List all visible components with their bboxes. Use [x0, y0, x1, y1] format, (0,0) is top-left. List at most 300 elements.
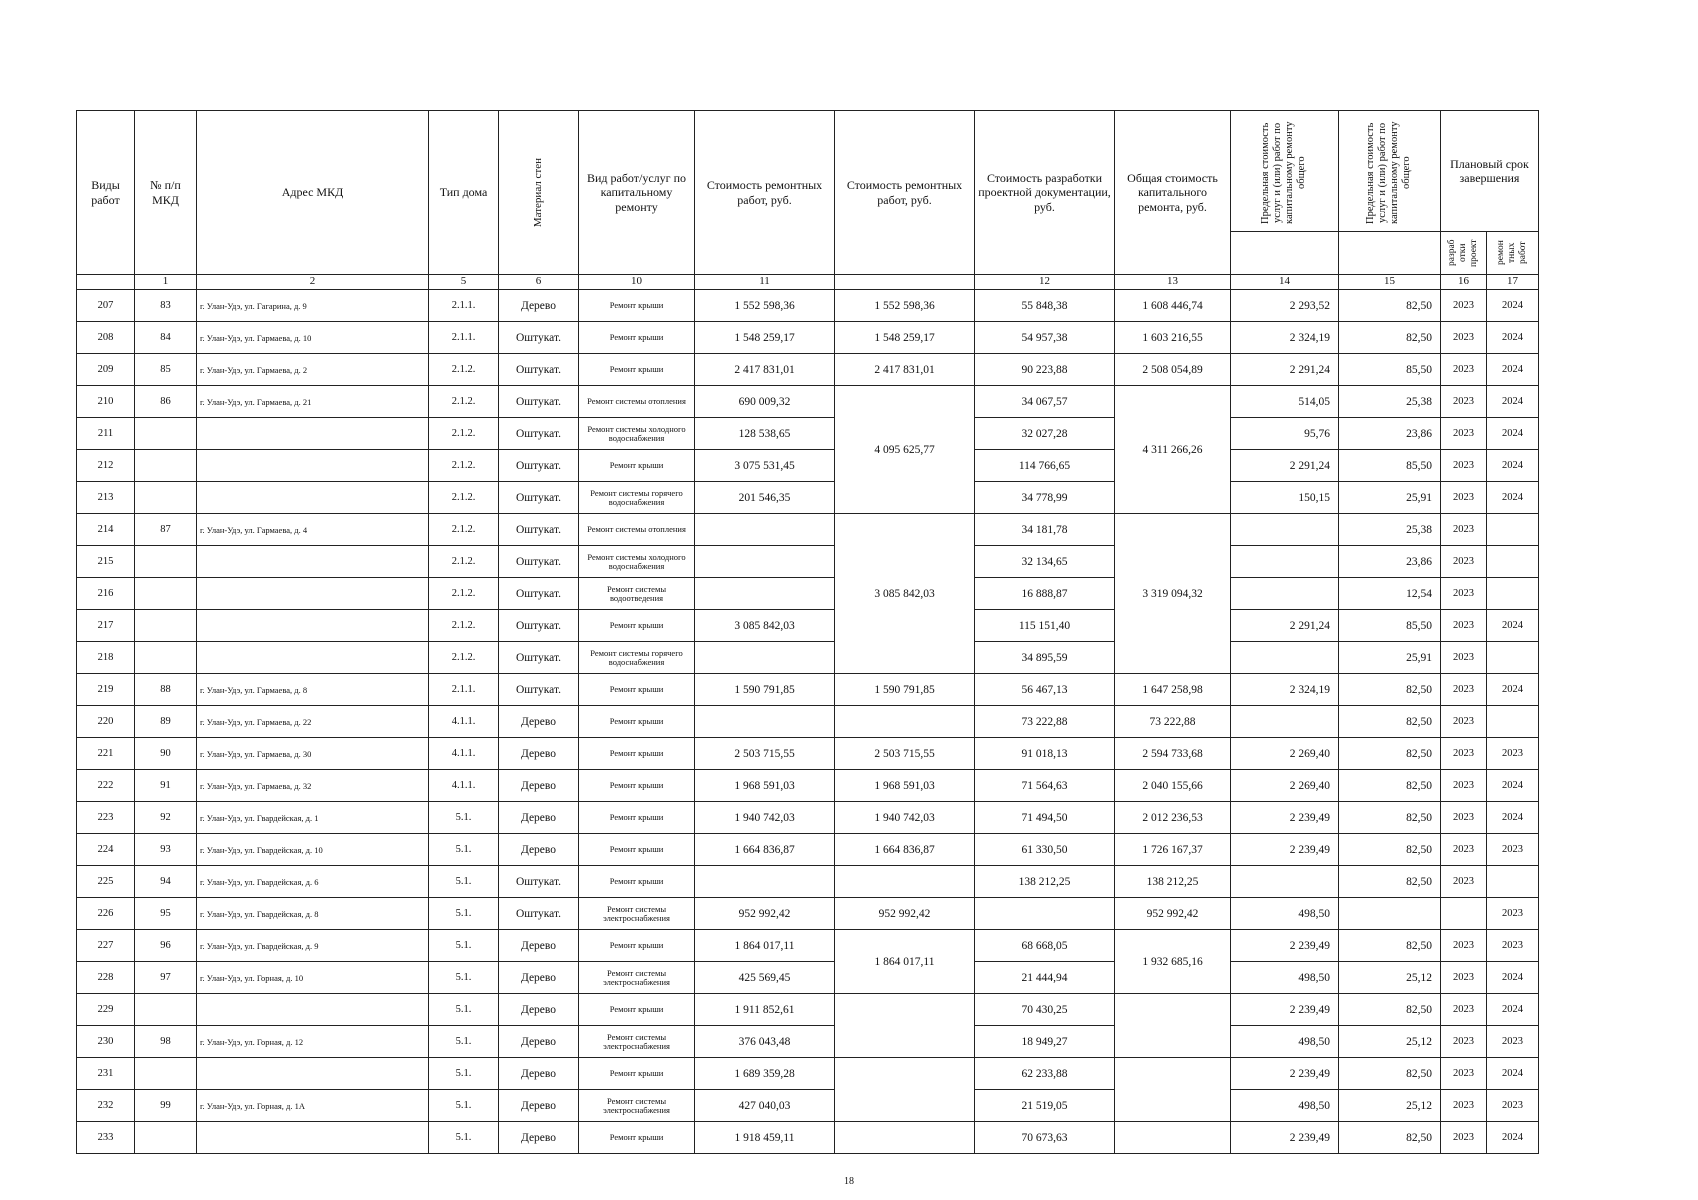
- capital-repair-table: [76, 110, 1539, 1154]
- cell-pred-15: 82,50: [1339, 290, 1441, 322]
- cell-nomer-mkd: [135, 578, 197, 610]
- cell-material: Дерево: [499, 1026, 579, 1058]
- cell-stoimost-rem-1: 1 911 852,61: [695, 994, 835, 1026]
- cell-adres: г. Улан-Удэ, ул. Гармаева, д. 8: [197, 674, 429, 706]
- cell-stoimost-rem-2: [835, 1058, 975, 1122]
- cell-obshaya: 2 508 054,89: [1115, 354, 1231, 386]
- cell-obshaya: 138 212,25: [1115, 866, 1231, 898]
- table-row: [77, 994, 1539, 1026]
- cell-material: Дерево: [499, 706, 579, 738]
- cell-pred-14: [1231, 866, 1339, 898]
- cell-tip-doma: 5.1.: [429, 898, 499, 930]
- cell-stoimost-rem-2: 1 968 591,03: [835, 770, 975, 802]
- cell-stoimost-rem-1: [695, 866, 835, 898]
- cell-vidy-rabot: 211: [77, 418, 135, 450]
- cell-vidy-rabot: 219: [77, 674, 135, 706]
- cell-srok-remont: [1487, 866, 1539, 898]
- cell-material: Дерево: [499, 930, 579, 962]
- cell-srok-remont: 2023: [1487, 930, 1539, 962]
- cell-nomer-mkd: [135, 994, 197, 1026]
- cell-material: Дерево: [499, 290, 579, 322]
- cell-pred-15: 25,12: [1339, 1026, 1441, 1058]
- cell-vidy-rabot: 216: [77, 578, 135, 610]
- cell-obshaya: 2 012 236,53: [1115, 802, 1231, 834]
- cell-adres: [197, 994, 429, 1026]
- cell-pred-14: 2 324,19: [1231, 674, 1339, 706]
- cell-stoimost-rem-1: 201 546,35: [695, 482, 835, 514]
- colnum-empty: [77, 275, 135, 290]
- cell-srok-remont: 2023: [1487, 738, 1539, 770]
- cell-nomer-mkd: 93: [135, 834, 197, 866]
- cell-srok-remont: 2024: [1487, 770, 1539, 802]
- cell-stoimost-rem-1: 2 503 715,55: [695, 738, 835, 770]
- cell-pred-14: 498,50: [1231, 898, 1339, 930]
- cell-srok-remont: 2024: [1487, 1058, 1539, 1090]
- cell-vidy-rabot: 217: [77, 610, 135, 642]
- cell-pred-15: 82,50: [1339, 674, 1441, 706]
- cell-tip-doma: 5.1.: [429, 1122, 499, 1154]
- cell-pred-14: [1231, 578, 1339, 610]
- cell-srok-razrab: 2023: [1441, 1058, 1487, 1090]
- table-row: [77, 1090, 1539, 1122]
- table-row: [77, 834, 1539, 866]
- cell-material: Оштукат.: [499, 418, 579, 450]
- cell-vid-rabot: Ремонт крыши: [579, 706, 695, 738]
- cell-stoimost-pd: 34 778,99: [975, 482, 1115, 514]
- cell-srok-razrab: 2023: [1441, 610, 1487, 642]
- cell-stoimost-pd: 54 957,38: [975, 322, 1115, 354]
- cell-stoimost-rem-1: [695, 642, 835, 674]
- cell-pred-14: 2 239,49: [1231, 930, 1339, 962]
- cell-material: Дерево: [499, 1090, 579, 1122]
- cell-vid-rabot: Ремонт системы электроснабжения: [579, 1090, 695, 1122]
- cell-vid-rabot: Ремонт крыши: [579, 930, 695, 962]
- cell-stoimost-pd: 21 444,94: [975, 962, 1115, 994]
- cell-vid-rabot: Ремонт системы электроснабжения: [579, 898, 695, 930]
- cell-vid-rabot: Ремонт крыши: [579, 1122, 695, 1154]
- cell-material: Дерево: [499, 962, 579, 994]
- cell-vidy-rabot: 222: [77, 770, 135, 802]
- cell-stoimost-pd: 62 233,88: [975, 1058, 1115, 1090]
- cell-srok-razrab: 2023: [1441, 386, 1487, 418]
- header-vid-rabot: Вид работ/услуг по капитальному ремонту: [579, 111, 695, 275]
- cell-vid-rabot: Ремонт системы отопления: [579, 386, 695, 418]
- cell-stoimost-rem-2: 1 664 836,87: [835, 834, 975, 866]
- cell-stoimost-pd: 73 222,88: [975, 706, 1115, 738]
- cell-stoimost-pd: 16 888,87: [975, 578, 1115, 610]
- cell-srok-razrab: 2023: [1441, 450, 1487, 482]
- colnum: 10: [579, 275, 695, 290]
- cell-stoimost-rem-2: 1 940 742,03: [835, 802, 975, 834]
- cell-stoimost-rem-2: [835, 994, 975, 1058]
- cell-pred-14: 2 239,49: [1231, 802, 1339, 834]
- cell-nomer-mkd: 92: [135, 802, 197, 834]
- table-row: [77, 610, 1539, 642]
- cell-tip-doma: 4.1.1.: [429, 738, 499, 770]
- cell-pred-14: [1231, 546, 1339, 578]
- colnum: 17: [1487, 275, 1539, 290]
- cell-vid-rabot: Ремонт крыши: [579, 1058, 695, 1090]
- colnum: 16: [1441, 275, 1487, 290]
- cell-nomer-mkd: 99: [135, 1090, 197, 1122]
- cell-nomer-mkd: [135, 482, 197, 514]
- header-material-text: Материал стен: [532, 157, 545, 228]
- cell-pred-15: 23,86: [1339, 546, 1441, 578]
- cell-pred-14: 2 291,24: [1231, 354, 1339, 386]
- header-stoimost-rem-1: Стоимость ремонтных работ, руб.: [695, 111, 835, 275]
- cell-pred-15: 82,50: [1339, 834, 1441, 866]
- cell-pred-15: 12,54: [1339, 578, 1441, 610]
- cell-material: Дерево: [499, 994, 579, 1026]
- cell-nomer-mkd: 96: [135, 930, 197, 962]
- cell-nomer-mkd: [135, 642, 197, 674]
- cell-srok-remont: 2023: [1487, 1090, 1539, 1122]
- cell-vidy-rabot: 223: [77, 802, 135, 834]
- cell-adres: [197, 610, 429, 642]
- header-pred-14-text: Предельная стоимость услуг и (или) работ по капитальному ремонту общего: [1260, 121, 1308, 225]
- cell-srok-razrab: 2023: [1441, 930, 1487, 962]
- cell-material: Оштукат.: [499, 578, 579, 610]
- cell-stoimost-pd: 55 848,38: [975, 290, 1115, 322]
- cell-stoimost-pd: 70 673,63: [975, 1122, 1115, 1154]
- cell-tip-doma: 5.1.: [429, 1090, 499, 1122]
- cell-adres: г. Улан-Удэ, ул. Гармаева, д. 30: [197, 738, 429, 770]
- cell-srok-razrab: 2023: [1441, 738, 1487, 770]
- cell-stoimost-pd: 34 067,57: [975, 386, 1115, 418]
- cell-pred-15: 82,50: [1339, 1122, 1441, 1154]
- cell-tip-doma: 2.1.1.: [429, 674, 499, 706]
- cell-srok-remont: 2024: [1487, 1122, 1539, 1154]
- cell-vid-rabot: Ремонт системы холодного водоснабжения: [579, 418, 695, 450]
- cell-material: Оштукат.: [499, 450, 579, 482]
- cell-vidy-rabot: 232: [77, 1090, 135, 1122]
- cell-nomer-mkd: 90: [135, 738, 197, 770]
- cell-material: Оштукат.: [499, 386, 579, 418]
- cell-pred-15: 82,50: [1339, 322, 1441, 354]
- cell-adres: [197, 578, 429, 610]
- cell-adres: г. Улан-Удэ, ул. Гармаева, д. 32: [197, 770, 429, 802]
- cell-nomer-mkd: 88: [135, 674, 197, 706]
- cell-material: Оштукат.: [499, 546, 579, 578]
- cell-stoimost-pd: 21 519,05: [975, 1090, 1115, 1122]
- cell-srok-remont: [1487, 546, 1539, 578]
- cell-vid-rabot: Ремонт системы холодного водоснабжения: [579, 546, 695, 578]
- cell-stoimost-rem-1: 425 569,45: [695, 962, 835, 994]
- table-row: [77, 482, 1539, 514]
- cell-vidy-rabot: 226: [77, 898, 135, 930]
- cell-nomer-mkd: 97: [135, 962, 197, 994]
- cell-material: Оштукат.: [499, 354, 579, 386]
- cell-adres: [197, 546, 429, 578]
- cell-srok-remont: 2024: [1487, 962, 1539, 994]
- cell-adres: [197, 418, 429, 450]
- cell-stoimost-rem-1: 1 864 017,11: [695, 930, 835, 962]
- cell-tip-doma: 2.1.2.: [429, 546, 499, 578]
- cell-srok-razrab: 2023: [1441, 1026, 1487, 1058]
- cell-obshaya: 3 319 094,32: [1115, 514, 1231, 674]
- cell-nomer-mkd: [135, 418, 197, 450]
- cell-tip-doma: 2.1.2.: [429, 386, 499, 418]
- cell-pred-14: 2 239,49: [1231, 994, 1339, 1026]
- cell-nomer-mkd: 86: [135, 386, 197, 418]
- cell-stoimost-rem-1: 1 918 459,11: [695, 1122, 835, 1154]
- cell-stoimost-pd: 71 494,50: [975, 802, 1115, 834]
- table-row: [77, 674, 1539, 706]
- cell-vidy-rabot: 224: [77, 834, 135, 866]
- cell-vidy-rabot: 214: [77, 514, 135, 546]
- cell-tip-doma: 2.1.2.: [429, 482, 499, 514]
- cell-nomer-mkd: 87: [135, 514, 197, 546]
- cell-tip-doma: 5.1.: [429, 1058, 499, 1090]
- cell-adres: г. Улан-Удэ, ул. Гвардейская, д. 1: [197, 802, 429, 834]
- cell-stoimost-rem-2: 1 552 598,36: [835, 290, 975, 322]
- cell-nomer-mkd: 94: [135, 866, 197, 898]
- cell-srok-razrab: [1441, 898, 1487, 930]
- cell-material: Оштукат.: [499, 482, 579, 514]
- cell-pred-14: [1231, 514, 1339, 546]
- cell-nomer-mkd: 91: [135, 770, 197, 802]
- colnum: 13: [1115, 275, 1231, 290]
- cell-tip-doma: 5.1.: [429, 930, 499, 962]
- cell-srok-remont: 2024: [1487, 354, 1539, 386]
- cell-stoimost-pd: 32 027,28: [975, 418, 1115, 450]
- cell-tip-doma: 4.1.1.: [429, 770, 499, 802]
- cell-pred-15: 85,50: [1339, 354, 1441, 386]
- cell-pred-15: [1339, 898, 1441, 930]
- cell-obshaya: 1 647 258,98: [1115, 674, 1231, 706]
- cell-adres: г. Улан-Удэ, ул. Гармаева, д. 22: [197, 706, 429, 738]
- cell-srok-razrab: 2023: [1441, 578, 1487, 610]
- cell-stoimost-pd: 115 151,40: [975, 610, 1115, 642]
- cell-vidy-rabot: 230: [77, 1026, 135, 1058]
- cell-nomer-mkd: [135, 546, 197, 578]
- cell-stoimost-rem-1: 376 043,48: [695, 1026, 835, 1058]
- cell-material: Оштукат.: [499, 610, 579, 642]
- table-row: [77, 1026, 1539, 1058]
- cell-vid-rabot: Ремонт крыши: [579, 994, 695, 1026]
- cell-material: Оштукат.: [499, 674, 579, 706]
- cell-adres: [197, 1058, 429, 1090]
- cell-pred-14: 95,76: [1231, 418, 1339, 450]
- cell-vidy-rabot: 220: [77, 706, 135, 738]
- header-vidy-rabot: Виды работ: [77, 111, 135, 275]
- cell-material: Дерево: [499, 1058, 579, 1090]
- cell-material: Оштукат.: [499, 642, 579, 674]
- cell-adres: г. Улан-Удэ, ул. Гвардейская, д. 10: [197, 834, 429, 866]
- cell-pred-15: 23,86: [1339, 418, 1441, 450]
- table-row: [77, 418, 1539, 450]
- cell-tip-doma: 2.1.2.: [429, 450, 499, 482]
- cell-pred-14: 2 239,49: [1231, 834, 1339, 866]
- cell-nomer-mkd: [135, 610, 197, 642]
- table-row: [77, 578, 1539, 610]
- cell-srok-razrab: 2023: [1441, 962, 1487, 994]
- cell-obshaya: 1 608 446,74: [1115, 290, 1231, 322]
- cell-obshaya: 73 222,88: [1115, 706, 1231, 738]
- cell-pred-14: 514,05: [1231, 386, 1339, 418]
- table-row: [77, 738, 1539, 770]
- cell-vidy-rabot: 227: [77, 930, 135, 962]
- colnum: 12: [975, 275, 1115, 290]
- cell-material: Оштукат.: [499, 898, 579, 930]
- table-row: [77, 354, 1539, 386]
- cell-adres: г. Улан-Удэ, ул. Гармаева, д. 2: [197, 354, 429, 386]
- cell-obshaya: [1115, 1122, 1231, 1154]
- cell-pred-15: 85,50: [1339, 450, 1441, 482]
- cell-pred-14: 2 291,24: [1231, 610, 1339, 642]
- cell-vid-rabot: Ремонт крыши: [579, 834, 695, 866]
- cell-stoimost-rem-1: [695, 546, 835, 578]
- cell-vid-rabot: Ремонт крыши: [579, 450, 695, 482]
- cell-pred-15: 82,50: [1339, 706, 1441, 738]
- cell-srok-remont: 2024: [1487, 386, 1539, 418]
- colnum: 14: [1231, 275, 1339, 290]
- table-row: [77, 1122, 1539, 1154]
- header-pred-15-text: Предельная стоимость услуг и (или) работ по капитальному ремонту общего: [1365, 121, 1413, 225]
- table-row: [77, 706, 1539, 738]
- cell-tip-doma: 2.1.2.: [429, 354, 499, 386]
- colnum: 15: [1339, 275, 1441, 290]
- cell-adres: [197, 482, 429, 514]
- cell-vidy-rabot: 209: [77, 354, 135, 386]
- cell-obshaya: 2 594 733,68: [1115, 738, 1231, 770]
- cell-pred-15: 25,91: [1339, 642, 1441, 674]
- header-srok-remont-text: ремон тных работ: [1496, 240, 1528, 266]
- cell-stoimost-rem-2: 1 590 791,85: [835, 674, 975, 706]
- cell-pred-15: 25,12: [1339, 962, 1441, 994]
- cell-srok-remont: 2024: [1487, 418, 1539, 450]
- cell-vidy-rabot: 212: [77, 450, 135, 482]
- table-row: [77, 802, 1539, 834]
- cell-vidy-rabot: 221: [77, 738, 135, 770]
- header-stoimost-pd: Стоимость разработки проектной документации, руб.: [975, 111, 1115, 275]
- cell-obshaya: 4 311 266,26: [1115, 386, 1231, 514]
- cell-stoimost-rem-1: 2 417 831,01: [695, 354, 835, 386]
- header-pred-14: [1231, 111, 1339, 232]
- cell-srok-razrab: 2023: [1441, 418, 1487, 450]
- cell-pred-14: 498,50: [1231, 962, 1339, 994]
- cell-srok-razrab: 2023: [1441, 674, 1487, 706]
- cell-vid-rabot: Ремонт крыши: [579, 610, 695, 642]
- cell-srok-remont: 2024: [1487, 450, 1539, 482]
- cell-srok-remont: [1487, 706, 1539, 738]
- cell-tip-doma: 5.1.: [429, 962, 499, 994]
- cell-nomer-mkd: [135, 450, 197, 482]
- cell-adres: г. Улан-Удэ, ул. Гвардейская, д. 8: [197, 898, 429, 930]
- cell-stoimost-rem-1: 1 590 791,85: [695, 674, 835, 706]
- colnum: 2: [197, 275, 429, 290]
- cell-pred-15: 25,12: [1339, 1090, 1441, 1122]
- cell-obshaya: 1 726 167,37: [1115, 834, 1231, 866]
- cell-vid-rabot: Ремонт системы электроснабжения: [579, 962, 695, 994]
- cell-srok-remont: 2023: [1487, 1026, 1539, 1058]
- cell-tip-doma: 5.1.: [429, 802, 499, 834]
- cell-vidy-rabot: 229: [77, 994, 135, 1026]
- cell-stoimost-rem-2: 4 095 625,77: [835, 386, 975, 514]
- cell-nomer-mkd: [135, 1122, 197, 1154]
- cell-stoimost-pd: 90 223,88: [975, 354, 1115, 386]
- cell-stoimost-pd: 138 212,25: [975, 866, 1115, 898]
- colnum: 6: [499, 275, 579, 290]
- cell-adres: [197, 642, 429, 674]
- cell-pred-15: 82,50: [1339, 770, 1441, 802]
- cell-srok-razrab: 2023: [1441, 642, 1487, 674]
- cell-stoimost-pd: 34 895,59: [975, 642, 1115, 674]
- cell-nomer-mkd: [135, 1058, 197, 1090]
- cell-tip-doma: 5.1.: [429, 834, 499, 866]
- cell-srok-razrab: 2023: [1441, 770, 1487, 802]
- cell-stoimost-rem-1: 1 552 598,36: [695, 290, 835, 322]
- cell-vid-rabot: Ремонт системы горячего водоснабжения: [579, 482, 695, 514]
- table-body: [77, 290, 1539, 1154]
- subheader-empty-14: [1231, 232, 1339, 275]
- cell-srok-razrab: 2023: [1441, 866, 1487, 898]
- cell-vidy-rabot: 233: [77, 1122, 135, 1154]
- cell-stoimost-rem-2: 952 992,42: [835, 898, 975, 930]
- subheader-empty-15: [1339, 232, 1441, 275]
- cell-srok-remont: 2024: [1487, 610, 1539, 642]
- header-nomer-mkd: № п/п МКД: [135, 111, 197, 275]
- cell-pred-15: 25,91: [1339, 482, 1441, 514]
- cell-vid-rabot: Ремонт крыши: [579, 770, 695, 802]
- header-adres: Адрес МКД: [197, 111, 429, 275]
- cell-vidy-rabot: 215: [77, 546, 135, 578]
- cell-srok-remont: 2024: [1487, 802, 1539, 834]
- cell-stoimost-pd: 91 018,13: [975, 738, 1115, 770]
- header-srok: Плановый срок завершения: [1441, 111, 1539, 232]
- cell-pred-15: 82,50: [1339, 738, 1441, 770]
- cell-stoimost-pd: 32 134,65: [975, 546, 1115, 578]
- cell-stoimost-rem-1: 1 548 259,17: [695, 322, 835, 354]
- cell-vidy-rabot: 225: [77, 866, 135, 898]
- cell-vid-rabot: Ремонт системы горячего водоснабжения: [579, 642, 695, 674]
- header-stoimost-rem-2: Стоимость ремонтных работ, руб.: [835, 111, 975, 275]
- cell-pred-14: 150,15: [1231, 482, 1339, 514]
- cell-adres: г. Улан-Удэ, ул. Гагарина, д. 9: [197, 290, 429, 322]
- cell-tip-doma: 5.1.: [429, 994, 499, 1026]
- cell-vid-rabot: Ремонт крыши: [579, 290, 695, 322]
- cell-adres: г. Улан-Удэ, ул. Гвардейская, д. 6: [197, 866, 429, 898]
- cell-obshaya: 2 040 155,66: [1115, 770, 1231, 802]
- cell-tip-doma: 2.1.2.: [429, 418, 499, 450]
- cell-stoimost-rem-1: 1 664 836,87: [695, 834, 835, 866]
- cell-tip-doma: 5.1.: [429, 1026, 499, 1058]
- cell-nomer-mkd: 83: [135, 290, 197, 322]
- cell-tip-doma: 2.1.2.: [429, 578, 499, 610]
- table-row: [77, 1058, 1539, 1090]
- cell-stoimost-pd: [975, 898, 1115, 930]
- cell-material: Оштукат.: [499, 322, 579, 354]
- cell-pred-14: 2 324,19: [1231, 322, 1339, 354]
- cell-vidy-rabot: 213: [77, 482, 135, 514]
- cell-pred-14: 2 239,49: [1231, 1058, 1339, 1090]
- cell-vidy-rabot: 228: [77, 962, 135, 994]
- cell-tip-doma: 5.1.: [429, 866, 499, 898]
- cell-tip-doma: 2.1.2.: [429, 642, 499, 674]
- cell-stoimost-rem-2: [835, 1122, 975, 1154]
- cell-srok-remont: 2024: [1487, 322, 1539, 354]
- cell-nomer-mkd: 89: [135, 706, 197, 738]
- table-row: [77, 450, 1539, 482]
- cell-vid-rabot: Ремонт системы водоотведения: [579, 578, 695, 610]
- cell-stoimost-rem-2: 2 417 831,01: [835, 354, 975, 386]
- header-srok-remont: [1487, 232, 1539, 275]
- cell-stoimost-pd: 114 766,65: [975, 450, 1115, 482]
- cell-stoimost-pd: 18 949,27: [975, 1026, 1115, 1058]
- cell-pred-15: 82,50: [1339, 994, 1441, 1026]
- cell-srok-remont: [1487, 578, 1539, 610]
- cell-vid-rabot: Ремонт системы отопления: [579, 514, 695, 546]
